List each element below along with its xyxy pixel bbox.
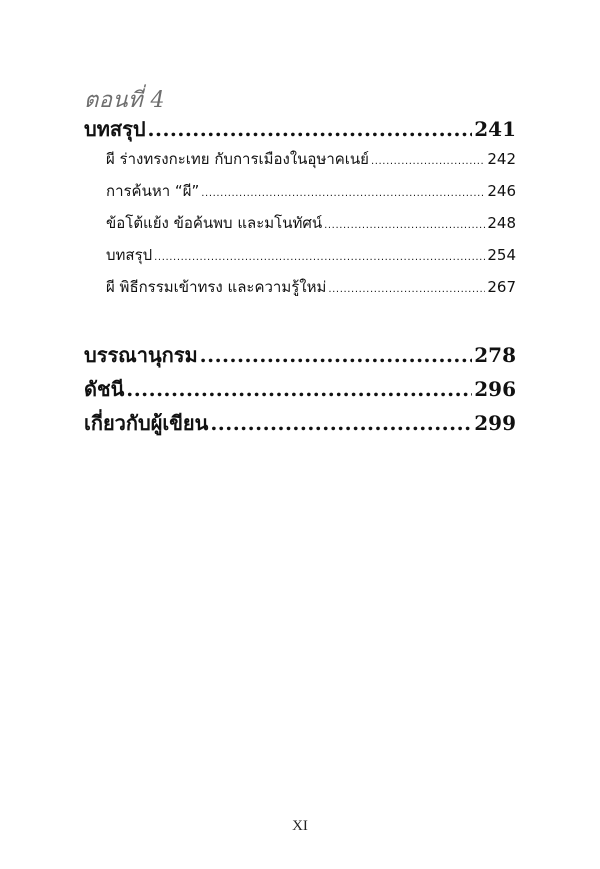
toc-subentry[interactable]: [106, 275, 516, 307]
toc-entry-index[interactable]: [84, 373, 516, 407]
toc-subentry[interactable]: [106, 243, 516, 275]
dot-leader: [201, 182, 485, 200]
toc-subentry[interactable]: [106, 211, 516, 243]
dot-leader: [324, 214, 485, 232]
dot-leader: [148, 117, 473, 141]
dot-leader: [328, 278, 485, 296]
toc-entry-page: 241: [474, 117, 516, 141]
toc-subentry-page: 248: [487, 214, 516, 232]
toc-subentry-title: ผี พิธีกรรมเข้าทรง และความรู้ใหม่: [106, 278, 327, 296]
toc-subentry-title: การค้นหา “ผี”: [106, 182, 200, 200]
toc-chapter-section: [84, 113, 516, 307]
toc-entry-page: 296: [474, 377, 516, 401]
dot-leader: [210, 411, 472, 435]
dot-leader: [200, 343, 473, 367]
toc-subentry-title: ผี ร่างทรงกะเทย กับการเมืองในอุษาคเนย์: [106, 150, 369, 168]
toc-subentry-title: บทสรุป: [106, 246, 153, 264]
toc-entry-title: บรรณานุกรม: [84, 343, 198, 367]
toc-subentry-page: 242: [487, 150, 516, 168]
page-folio: XI: [292, 818, 308, 834]
toc-entry-bibliography[interactable]: [84, 339, 516, 373]
toc-subentry-page: 267: [487, 278, 516, 296]
toc-entry-title: ดัชนี: [84, 377, 125, 401]
toc-subentry[interactable]: [106, 179, 516, 211]
toc-entry-about-author[interactable]: [84, 407, 516, 441]
toc-entry-chapter[interactable]: [84, 113, 516, 147]
dot-leader: [371, 150, 485, 168]
toc-back-matter-section: [84, 339, 516, 441]
part-label: ตอนที่ 4: [84, 88, 166, 113]
toc-subentry-page: 254: [487, 246, 516, 264]
dot-leader: [126, 377, 472, 401]
toc-entry-page: 299: [474, 411, 516, 435]
toc-subentry[interactable]: [106, 147, 516, 179]
toc-subentry-title: ข้อโต้แย้ง ข้อค้นพบ และมโนทัศน์: [106, 214, 323, 232]
toc-entry-page: 278: [474, 343, 516, 367]
toc-subentry-page: 246: [487, 182, 516, 200]
toc-entry-title: เกี่ยวกับผู้เขียน: [84, 411, 209, 435]
toc-entry-title: บทสรุป: [84, 117, 146, 141]
dot-leader: [154, 246, 485, 264]
